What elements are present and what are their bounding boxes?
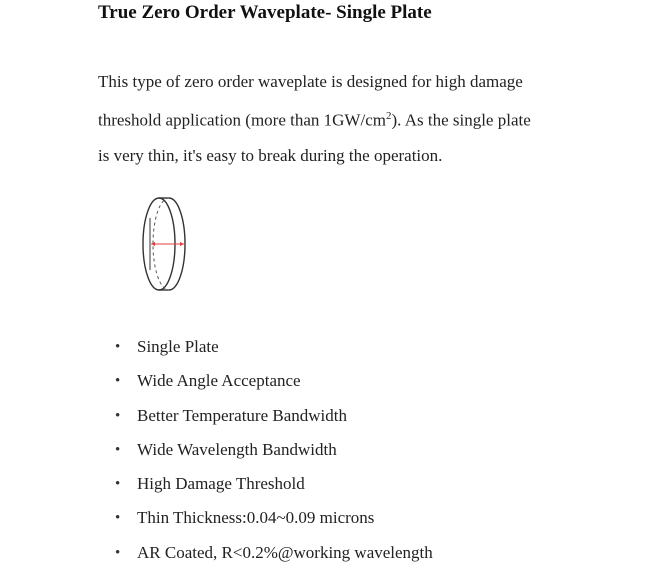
- bullet-icon: •: [115, 544, 121, 561]
- feature-label: Single Plate: [137, 337, 219, 356]
- intro-line-2-start: threshold application (more than 1GW/cm: [98, 110, 386, 130]
- feature-item: [112, 330, 433, 364]
- feature-label: Thin Thickness:0.04~0.09 microns: [137, 508, 375, 528]
- waveplate-drawing: [138, 194, 202, 294]
- page-title: True Zero Order Waveplate- Single Plate: [98, 2, 432, 23]
- feature-label: Wide Angle Acceptance: [137, 371, 301, 391]
- feature-label: Better Temperature Bandwidth: [137, 405, 347, 425]
- thickness-arrow-right-head: [180, 242, 184, 246]
- intro-line-2-end: ). As the single plate: [391, 110, 531, 130]
- feature-item: [112, 364, 433, 398]
- feature-item: [112, 536, 433, 570]
- feature-label: High Damage Threshold: [137, 474, 305, 494]
- bullet-icon: •: [115, 373, 121, 390]
- intro-line-2: [98, 99, 638, 138]
- bullet-icon: •: [115, 339, 121, 355]
- intro-line-1: This type of zero order waveplate is designed for high damage: [98, 72, 523, 91]
- feature-list: [112, 330, 433, 570]
- bullet-icon: •: [115, 407, 121, 424]
- feature-item: [112, 399, 433, 433]
- intro-paragraph: [98, 64, 638, 173]
- unit-superscript: 2: [385, 110, 392, 122]
- feature-item: [112, 433, 433, 467]
- bullet-icon: •: [115, 441, 121, 458]
- waveplate-disc-icon: [138, 194, 202, 294]
- feature-label: AR Coated, R<0.2%@working wavelength: [137, 542, 433, 562]
- feature-label: Wide Wavelength Bandwidth: [137, 439, 337, 459]
- bullet-icon: •: [115, 510, 121, 527]
- intro-line-3: is very thin, it's easy to break during the operation.: [98, 145, 443, 165]
- feature-item: [112, 467, 433, 501]
- feature-item: [112, 501, 433, 535]
- bullet-icon: •: [115, 476, 121, 493]
